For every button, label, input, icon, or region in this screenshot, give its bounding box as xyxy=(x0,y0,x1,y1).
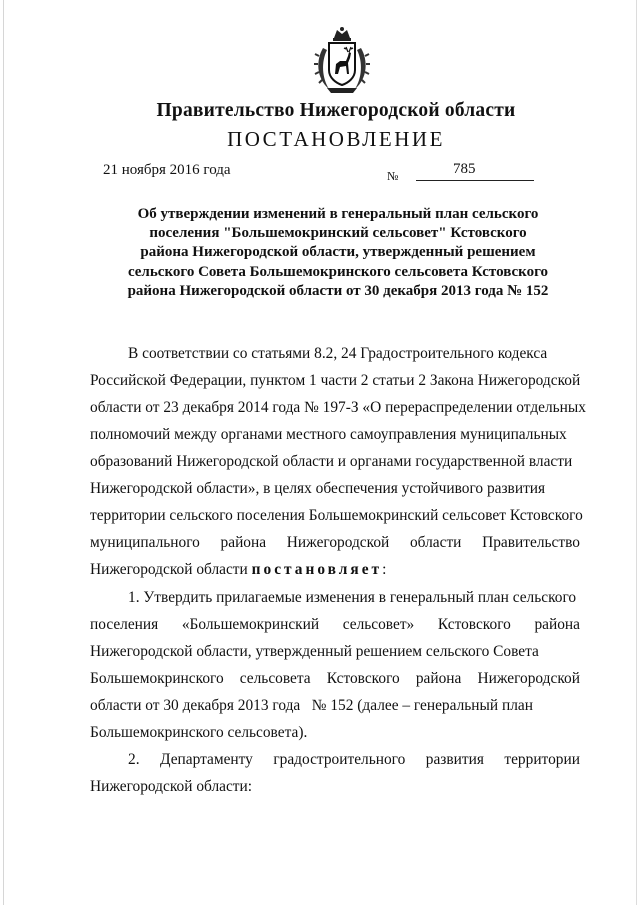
word: развития xyxy=(425,751,484,768)
body-line-justified xyxy=(90,615,580,635)
text: : xyxy=(382,561,387,578)
subject-line: района Нижегородской области от 30 декабря 2013 года № 152 xyxy=(127,282,549,299)
document-type: ПОСТАНОВЛЕНИЕ xyxy=(227,127,445,151)
body-line: Нижегородской области, утвержденный решением сельского Совета xyxy=(90,643,539,660)
body-line: Нижегородской области: xyxy=(90,778,253,795)
word: Кстовского xyxy=(437,616,511,633)
number-underline xyxy=(416,180,534,181)
body-line xyxy=(90,560,386,580)
subject-line: сельского Совета Большемокринского сельсовета Кстовского xyxy=(127,263,549,280)
body-line: В соответствии со статьями 8.2, 24 Градостроительного кодекса xyxy=(128,345,548,362)
body-line: Большемокринского сельсовета). xyxy=(90,724,308,741)
word: 2. xyxy=(128,751,140,768)
body-line: области от 23 декабря 2014 года № 197-З «О перераспределении отдельных xyxy=(90,399,586,416)
word: Правительство xyxy=(482,534,580,551)
word: Нижегородской xyxy=(477,670,580,687)
subject-line: района Нижегородской области, утвержденный решением xyxy=(140,244,536,261)
body-line-justified xyxy=(128,750,580,770)
scan-edge-left xyxy=(3,0,4,905)
body-line: области от 30 декабря 2013 года № 152 (далее – генеральный план xyxy=(90,697,533,714)
subject-line: Об утверждении изменений в генеральный план сельского xyxy=(137,206,539,222)
document-subject xyxy=(110,205,566,301)
word: района xyxy=(415,670,462,687)
word: муниципального xyxy=(90,534,200,551)
word: территории xyxy=(504,751,580,768)
word: сельсовет» xyxy=(342,616,415,633)
document-date: 21 ноября 2016 года xyxy=(103,162,231,178)
text: Нижегородской области xyxy=(90,561,252,578)
body-line: Нижегородской области», в целях обеспечения устойчивого развития xyxy=(90,480,546,497)
body-line: полномочий между органами местного самоуправления муниципальных xyxy=(90,426,567,443)
word: Департаменту xyxy=(160,751,253,768)
body-line: образований Нижегородской области и органами государственной власти xyxy=(90,453,573,470)
word: Нижегородской xyxy=(286,534,390,551)
word: поселения xyxy=(90,616,159,633)
word: области xyxy=(409,534,462,551)
document-number: 785 xyxy=(453,161,476,177)
word: Кстовского xyxy=(326,670,400,687)
number-sign: № xyxy=(387,169,399,183)
body-line-justified xyxy=(90,669,580,689)
coat-of-arms-emblem xyxy=(313,26,371,96)
word: «Большемокринский xyxy=(181,616,320,633)
body-line: территории сельского поселения Большемокринский сельсовет Кстовского xyxy=(90,507,583,524)
government-title: Правительство Нижегородской области xyxy=(156,100,516,121)
body-line-justified xyxy=(90,533,580,553)
word: сельсовета xyxy=(239,670,311,687)
body-line: Российской Федерации, пунктом 1 части 2 статьи 2 Закона Нижегородской xyxy=(90,372,581,389)
word: Большемокринского xyxy=(90,670,224,687)
word: градостроительного xyxy=(273,751,406,768)
body-line: 1. Утвердить прилагаемые изменения в генеральный план сельского xyxy=(128,589,577,606)
word: района xyxy=(534,616,580,633)
subject-line: поселения "Большемокринский сельсовет" Кстовского xyxy=(149,225,527,242)
word: района xyxy=(220,534,267,551)
resolves-keyword: постановляет xyxy=(251,561,383,578)
